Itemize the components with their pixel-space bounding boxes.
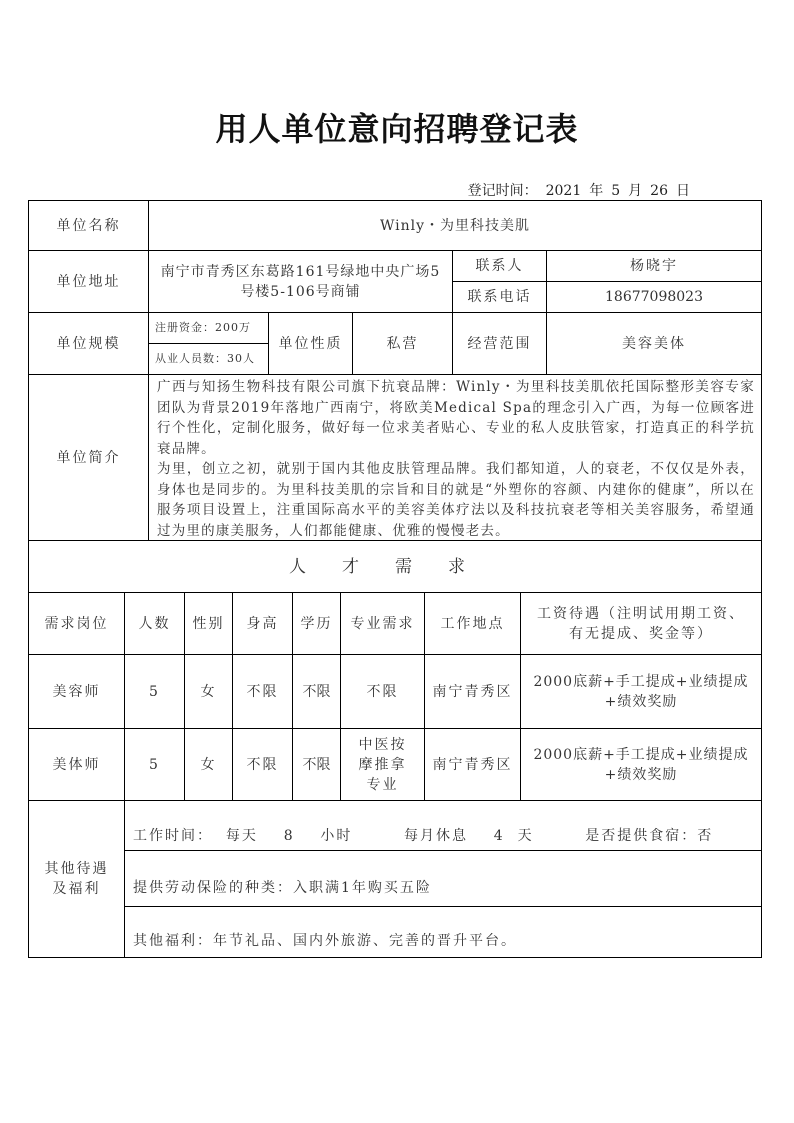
scope-label: 经营范围 [452, 312, 547, 375]
document-title: 用人单位意向招聘登记表 [215, 110, 579, 148]
year-unit: 年 [589, 183, 604, 199]
row1-major: 不限 [340, 654, 425, 729]
registration-year: 2021 [545, 183, 582, 199]
phone-label: 联系电话 [452, 281, 547, 313]
registration-month: 5 [611, 183, 621, 199]
scale-label: 单位规模 [28, 312, 149, 375]
row1-education: 不限 [292, 654, 341, 729]
header-height: 身高 [232, 592, 293, 655]
benefits-label: 其他待遇及福利 [28, 800, 125, 958]
header-education: 学历 [292, 592, 341, 655]
header-headcount: 人数 [124, 592, 185, 655]
header-location: 工作地点 [424, 592, 521, 655]
row1-headcount: 5 [124, 654, 185, 729]
row2-major: 中医按摩推拿专业 [340, 728, 425, 801]
insurance-type: 提供劳动保险的种类：入职满1年购买五险 [124, 850, 762, 907]
company-name-label: 单位名称 [28, 200, 149, 251]
intro-paragraph-2: 为里，创立之初，就别于国内其他皮肤管理品牌。我们都知道，人的衰老，不仅仅是外表，身体也是同步的。为里科技美肌的宗旨和目的就是“外塑你的容颜、内建你的健康”，所以在服务项目设置上，注重国际高水平的美容美体疗法以及科技抗衰老等相关美容服务，希望通过为里的康美服务，人们都能健康、优雅的慢慢老去。 [157, 461, 755, 539]
registered-capital: 注册资金：200万 [148, 312, 269, 344]
row1-salary: 2000底薪+手工提成+业绩提成+绩效奖励 [520, 654, 762, 729]
intro-text [148, 374, 762, 541]
row2-salary: 2000底薪+手工提成+业绩提成+绩效奖励 [520, 728, 762, 801]
employee-count: 从业人员数：30人 [148, 343, 269, 375]
row1-height: 不限 [232, 654, 293, 729]
scope-value: 美容美体 [546, 312, 762, 375]
row1-location: 南宁青秀区 [424, 654, 521, 729]
talent-section-title: 人才需求 [28, 540, 762, 593]
contact-value: 杨晓宇 [546, 250, 762, 282]
work-time: 工作时间： 每天 8 小时 每月休息 4 天 是否提供食宿：否 [124, 800, 762, 851]
day-unit: 日 [676, 183, 690, 199]
row2-position: 美体师 [28, 728, 125, 801]
row1-gender: 女 [184, 654, 233, 729]
header-salary: 工资待遇（注明试用期工资、有无提成、奖金等） [520, 592, 762, 655]
nature-value: 私营 [352, 312, 453, 375]
address-label: 单位地址 [28, 250, 149, 313]
nature-label: 单位性质 [268, 312, 353, 375]
contact-label: 联系人 [452, 250, 547, 282]
other-benefits: 其他福利：年节礼品、国内外旅游、完善的晋升平台。 [124, 906, 762, 958]
row1-position: 美容师 [28, 654, 125, 729]
address-value: 南宁市青秀区东葛路161号绿地中央广场5号楼5-106号商铺 [148, 250, 453, 313]
intro-label: 单位简介 [28, 374, 149, 541]
row2-location: 南宁青秀区 [424, 728, 521, 801]
registration-day: 26 [650, 183, 668, 199]
month-unit: 月 [628, 183, 643, 199]
row2-education: 不限 [292, 728, 341, 801]
intro-paragraph-1: 广西与知扬生物科技有限公司旗下抗衰品牌：Winly・为里科技美肌依托国际整形美容专家团队为背景2019年落地广西南宁，将欧美Medical Spa的理念引入广西，为每一位顾客进行个性化，定制化服务，做好每一位求美者贴心、专业的私人皮肤管家，打造真正的科学抗衰品牌。 [157, 379, 755, 457]
row2-gender: 女 [184, 728, 233, 801]
company-name-value: Winly・为里科技美肌 [148, 200, 762, 251]
header-position: 需求岗位 [28, 592, 125, 655]
row2-height: 不限 [232, 728, 293, 801]
row2-headcount: 5 [124, 728, 185, 801]
registration-label: 登记时间： [467, 183, 538, 199]
phone-value: 18677098023 [546, 281, 762, 313]
header-gender: 性别 [184, 592, 233, 655]
header-major: 专业需求 [340, 592, 425, 655]
